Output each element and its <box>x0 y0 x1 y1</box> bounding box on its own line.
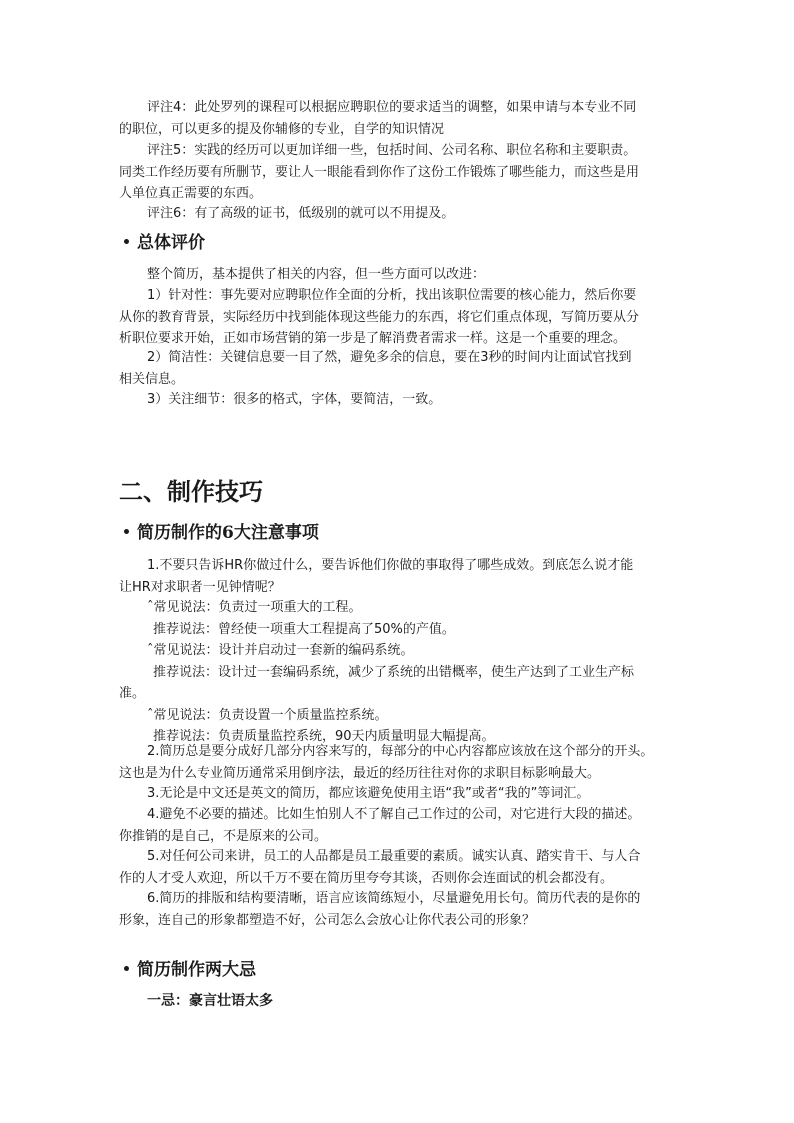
point-4-line-1: 4.避免不必要的描述。比如生怕别人不了解自己工作过的公司，对它进行大段的描述。 <box>147 807 641 822</box>
point-1 <box>119 555 679 598</box>
point-6-line-1: 6.简历的排版和结构要清晰，语言应该简练短小，尽量避免用长句。简历代表的是你的 <box>147 891 641 906</box>
bullet-dot <box>124 239 129 244</box>
overall-item-2-line-2: 相关信息。 <box>119 371 185 387</box>
point-3 <box>119 783 679 805</box>
point-5-line-2: 作的人才受人欢迎，所以千万不要在简历里夸夸其谈，否则你会连面试的机会都没有。 <box>119 870 614 886</box>
overall-heading <box>124 231 205 255</box>
point-6-line-2: 形象，连自己的形象都塑造不好，公司怎么会放心让你代表公司的形象？ <box>119 912 536 928</box>
example-recommended-2-line-2: 准。 <box>119 686 146 701</box>
overall-item-3 <box>119 389 679 411</box>
overall-item-3-line-1: 3）关注细节：很多的格式，字体，要简洁，一致。 <box>147 392 442 407</box>
example-common-1: ˆ常见说法：负责过一项重大的工程。 <box>147 600 362 615</box>
comment-5-line-2: 同类工作经历要有所删节，要让人一眼能看到你作了这份工作锻炼了哪些能力，而这些是用 <box>119 164 640 180</box>
sub-heading-two-taboos-text: 简历制作两大忌 <box>137 960 256 980</box>
taboo-1: 一忌：豪言壮语太多 <box>147 993 273 1009</box>
example-common-2: ˆ常见说法：设计并启动过一套新的编码系统。 <box>147 643 414 658</box>
bullet-dot <box>124 529 129 534</box>
example-recommended-2-line-1: 推荐说法：设计过一套编码系统，减少了系统的出错概率，使生产达到了工业生产标 <box>153 664 635 680</box>
point-5-line-1: 5.对任何公司来讲，员工的人品都是员工最重要的素质。诚实认真、踏实肯干、与人合 <box>147 849 641 864</box>
point-1-line-1: 1.不要只告诉HR你做过什么，要告诉他们你做的事取得了哪些成效。到底怎么说才能 <box>147 558 634 573</box>
point-5 <box>119 846 679 889</box>
overall-item-1 <box>119 285 679 350</box>
section-2-title: 二、制作技巧 <box>119 477 263 506</box>
example-common-1-text: 常见说法：负责过一项重大的工程。 <box>153 600 362 615</box>
example-common-2-text: 常见说法：设计并启动过一套新的编码系统。 <box>153 643 414 658</box>
comment-6-line-1: 评注6：有了高级的证书，低级别的就可以不用提及。 <box>147 206 455 221</box>
point-4-line-2: 你推销的是自己，不是原来的公司。 <box>119 828 328 844</box>
comment-4 <box>119 97 679 140</box>
comment-4-line-2: 的职位，可以更多的提及你辅修的专业，自学的知识情况 <box>119 121 445 137</box>
sub-heading-two-taboos <box>124 958 256 982</box>
overall-item-1-line-3: 析职位要求开始，正如市场营销的第一步是了解消费者需求一样。这是一个重要的理念。 <box>119 331 627 346</box>
point-6 <box>119 888 679 931</box>
overall-item-2 <box>119 347 679 390</box>
sub-heading-six-points-text: 简历制作的6大注意事项 <box>137 523 319 543</box>
point-2 <box>119 741 679 784</box>
comment-5-line-1: 评注5：实践的经历可以更加详细一些，包括时间、公司名称、职位名称和主要职责。 <box>147 143 637 158</box>
comment-5 <box>119 140 679 205</box>
comment-5-line-3: 人单位真正需要的东西。 <box>119 186 263 201</box>
point-2-line-2: 这也是为什么专业简历通常采用倒序法，最近的经历往往对你的求职目标影响最大。 <box>119 765 601 781</box>
overall-intro <box>119 264 679 286</box>
overall-item-1-line-2: 从你的教育背景，实际经历中找到能体现这些能力的东西，将它们重点体现，写简历要从分 <box>119 309 640 325</box>
sub-heading-six-points <box>124 521 319 545</box>
examples <box>119 597 679 748</box>
point-4 <box>119 804 679 847</box>
example-common-3: ˆ常见说法：负责设置一个质量监控系统。 <box>147 707 388 723</box>
point-2-line-1: 2.简历总是要分成好几部分内容来写的，每部分的中心内容都应该放在这个部分的开头。 <box>147 744 654 759</box>
overall-heading-text: 总体评价 <box>137 233 205 253</box>
example-recommended-3: 推荐说法：负责质量监控系统，90天内质量明显大幅提高。 <box>153 729 495 744</box>
overall-item-1-line-1: 1）针对性：事先要对应聘职位作全面的分析，找出该职位需要的核心能力，然后你要 <box>147 288 637 303</box>
overall-intro-line: 整个简历，基本提供了相关的内容，但一些方面可以改进： <box>147 267 486 282</box>
comment-4-line-1: 评注4：此处罗列的课程可以根据应聘职位的要求适当的调整，如果申请与本专业不同 <box>147 100 637 115</box>
bullet-dot <box>124 966 129 971</box>
example-common-3-text: 常见说法：负责设置一个质量监控系统。 <box>153 707 388 723</box>
overall-item-2-line-1: 2）简洁性：关键信息要一目了然，避免多余的信息，要在3秒的时间内让面试官找到 <box>147 350 632 365</box>
example-recommended-1: 推荐说法：曾经使一项重大工程提高了50%的产值。 <box>153 621 455 637</box>
point-3-line-1: 3.无论是中文还是英文的简历，都应该避免使用主语“我”或者“我的”等词汇。 <box>147 786 590 801</box>
point-1-line-2: 让HR对求职者一见钟情呢？ <box>119 579 281 595</box>
comment-6 <box>119 203 679 225</box>
